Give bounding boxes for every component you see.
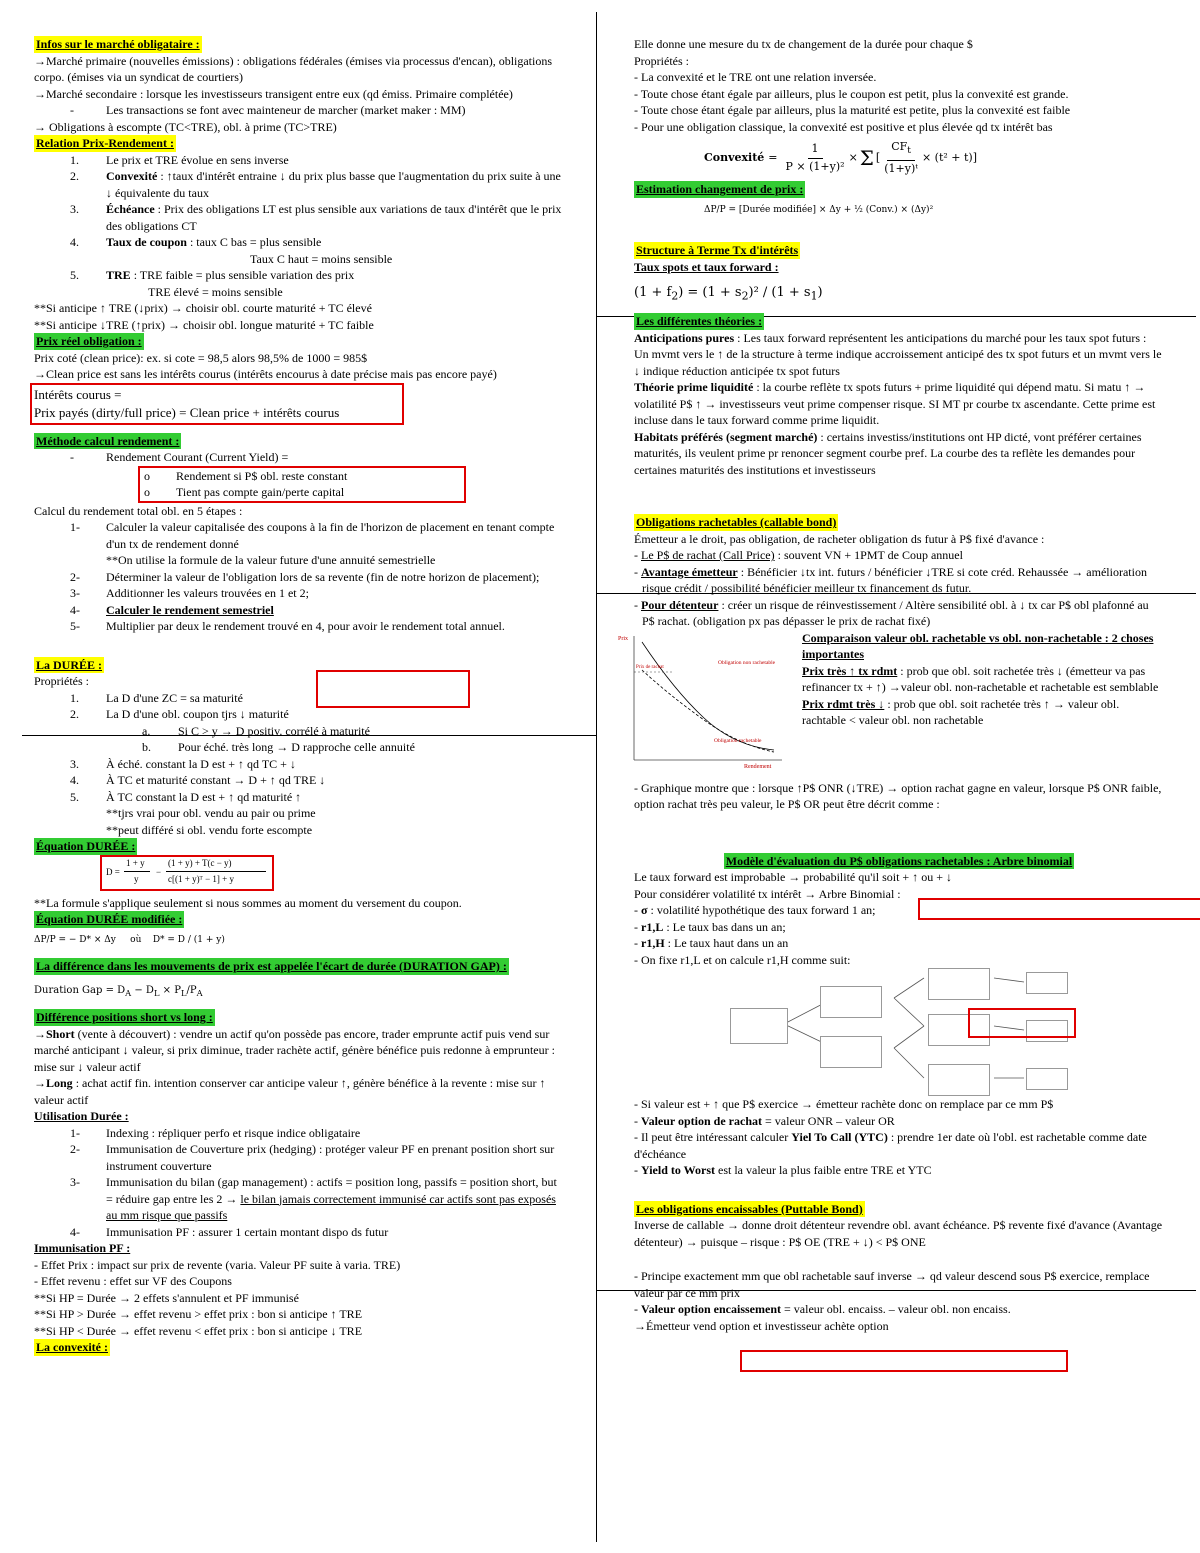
text-line: - r1,H : Le taux haut dans un an <box>634 936 789 951</box>
tree-node <box>1026 972 1068 994</box>
text-line: **tjrs vrai pour obl. vendu au pair ou prime <box>106 806 316 820</box>
red-box <box>918 898 1200 920</box>
text-line: - Graphique montre que : lorsque ↑P$ ONR (↓TRE) → option rachat gagne en valeur, lorsque P$ ONR faible, option rachat très peu valeur, le P$ OR peut être décrit comme : <box>634 780 1162 812</box>
text-line: Prix coté (clean price): ex. si cote = 98,5 alors 98,5% de 1000 = 985$ <box>34 350 368 365</box>
list-item: b. Pour éché. très long → D rapproche celle annuité <box>142 740 415 754</box>
list-item: 5. À TC constant la D est + ↑ qd maturité ↑ <box>70 789 302 804</box>
text-line: - Valeur option encaissement = valeur obl. encaiss. – valeur obl. non encaiss. <box>634 1302 1011 1317</box>
section-title: La DURÉE : <box>36 657 103 672</box>
text-line: - Le P$ de rachat (Call Price) : souvent VN + 1PMT de Coup annuel <box>634 548 963 563</box>
text-line: Émetteur a le droit, pas obligation, de racheter obligation ds futur à P$ fixé d'avance : <box>634 531 1045 546</box>
highlight-box <box>30 383 404 425</box>
section-title: Modèle d'évaluation du P$ obligations rachetables : Arbre binomial <box>725 853 1073 868</box>
text-line: - La convexité et le TRE ont une relation inversée. <box>634 70 877 84</box>
section-title: La différence dans les mouvements de prix est appelée l'écart de durée (DURATION GAP) : <box>36 959 507 973</box>
list-item: 3- Additionner les valeurs trouvées en 1 et 2; <box>70 586 309 600</box>
list-item: 2. Convexité : ↑taux d'intérêt entraine ↓ du prix plus basse que l'augmentation du prix suite à une ↓ équivalente du taux <box>70 169 561 200</box>
subsection-title: Comparaison valeur obl. rachetable vs obl. non-rachetable : 2 choses importantes <box>802 630 1154 662</box>
non-callable-curve <box>642 642 774 750</box>
section-title: Équation DURÉE modifiée : <box>36 912 183 926</box>
callable-bond-chart <box>614 630 784 770</box>
convexity-formula: Convexité = $\frac{1}{\text{P × (1+y)²}}$ × Σ [ $\frac{CF_t}{\text{(1+y)ᵗ}}$ × (t² + t)] <box>704 140 978 175</box>
subsection-title: Taux spots et taux forward : <box>634 259 779 274</box>
text-line: - Toute chose étant égale par ailleurs, plus la maturité est petite, plus la convexité est faible <box>634 103 1071 117</box>
text-line: Calcul du rendement total obl. en 5 étapes : <box>34 503 243 518</box>
x-axis-label: Rendement <box>744 763 772 770</box>
duration-gap-formula: Duration Gap = $D_A - D_L \times P_L/P_A$ <box>34 984 203 998</box>
section-title: Infos sur le marché obligataire : <box>36 37 200 51</box>
text-line: Anticipations pures : Les taux forward représentent les anticipations du marché pour les taux spot futurs : Un mvmt vers le ↑ de la structure à terme indique accroissement anticipé des tx spot futurs et un mvmt vers le ↓ indique réduction anticipée tx spot futurs <box>634 330 1162 378</box>
text-line: **Si HP > Durée → effet revenu > effet prix : bon si anticipe ↑ TRE <box>34 1307 363 1321</box>
section-title: Obligations rachetables (callable bond) <box>636 515 837 530</box>
non-callable-label: Obligation non rachetable <box>718 659 776 666</box>
list-item: 1. La D d'une ZC = sa maturité <box>70 690 243 705</box>
text-line: **peut différé si obl. vendu forte escompte <box>106 822 313 837</box>
text-line: o Rendement si P$ obl. reste constant <box>144 468 348 483</box>
list-item: a. Si C > y → D positiv. corrélé à maturité <box>142 723 370 738</box>
list-item: 3. Échéance : Prix des obligations LT est plus sensible aux variations de taux d'intérêt que le prix des obligations CT <box>70 202 562 233</box>
section-title: Différence positions short vs long : <box>36 1010 213 1024</box>
y-axis-label: Prix <box>618 635 629 642</box>
tree-node <box>928 1064 990 1096</box>
list-item: 3. À éché. constant la D est + ↑ qd TC + ↓ <box>70 756 296 771</box>
binomial-tree <box>634 968 1164 1096</box>
list-item: 4- Calculer le rendement semestriel <box>70 602 274 617</box>
text-line: - Il peut être intéressant calculer Yiel To Call (YTC) : prendre 1er date où l'obl. est rachetable comme date d'échéance <box>634 1130 1147 1161</box>
text-line: Théorie prime liquidité : la courbe reflète tx spots futurs + prime liquidité qui dépend matu. Si matu ↑ → volatilité P$ ↑ → investisseurs veut prime compenser risque. SI MT pr courbe tx ascendante. Cette prime est incluse dans le taux forward comme prime liquidit. <box>634 380 1156 428</box>
text-line: Prix rdmt très ↓ : prob que obl. soit rachetée très ↑ → valeur obl. rachtable < valeur obl. non rachetable <box>802 696 1120 728</box>
text-line: →Émetteur vend option et investisseur achète option <box>634 1318 889 1333</box>
text-line: - Si valeur est + ↑ que P$ exercice → émetteur rachète donc on remplace par ce mm P$ <box>634 1097 1054 1112</box>
text-line: Taux C haut = moins sensible <box>250 251 393 266</box>
text-line: Inverse de callable → donne droit détenteur revendre obl. avant échéance. P$ revente fixé d'avance (Avantage détenteur) → puisque – risque : P$ OE (TRE + ↓) < P$ ONE <box>634 1218 1163 1249</box>
text-line: - Rendement Courant (Current Yield) = <box>70 450 289 464</box>
text-line: Propriétés : <box>634 53 689 68</box>
callable-comparison <box>618 630 1164 780</box>
list-item: 5. TRE : TRE faible = plus sensible variation des prix <box>70 268 355 282</box>
text-line: - Valeur option de rachat = valeur ONR – valeur OR <box>634 1113 895 1128</box>
text-line: - On fixe r1,L et on calcule r1,H comme suit: <box>634 952 851 967</box>
left-column <box>34 36 564 1356</box>
list-item: 1- Indexing : répliquer perfo et risque indice obligataire <box>70 1125 361 1140</box>
text-line: - Principe exactement mm que obl rachetable sauf inverse → qd valeur descend sous P$ exercice, remplace valeur par ce mm prix <box>634 1269 1150 1300</box>
text-line: - Les transactions se font avec mainteneur de marcher (market maker : MM) <box>70 103 466 117</box>
text-line: Prix très ↑ tx rdmt : prob que obl. soit rachetée très ↓ (émetteur va pas refinancer tx + ↑) →valeur obl. non-rachetable et rachetable est semblable <box>802 663 1159 695</box>
text-line: → Obligations à escompte (TC<TRE), obl. à prime (TC>TRE) <box>34 119 337 134</box>
text-line: **Si HP < Durée → effet revenu < effet prix : bon si anticipe ↓ TRE <box>34 1323 363 1338</box>
text-line: - Avantage émetteur : Bénéficier ↓tx int. futurs / bénéficier ↓TRE si cote créd. Rehaussée → amélioration risque crédit / possibilité bénéficier meilleur tx financement ds futur. <box>634 564 1147 596</box>
list-item: 5- Multiplier par deux le rendement trouvé en 4, pour avoir le rendement total annuel. <box>70 619 505 633</box>
list-item: 1- Calculer la valeur capitalisée des coupons à la fin de l'horizon de placement en tenant compte d'un tx de rendement donné <box>70 520 555 551</box>
text-line: Propriétés : <box>34 674 89 688</box>
text-line: Pour considérer volatilité tx intérêt → Arbre Binomial : <box>634 886 901 901</box>
section-title: Utilisation Durée : <box>34 1109 129 1123</box>
tree-node <box>928 968 990 1000</box>
list-item: 2- Immunisation de Couverture prix (hedging) : protéger valeur PF en prenant position short sur instrument couverture <box>70 1142 555 1173</box>
right-column <box>618 36 1164 1334</box>
text-line: Le taux forward est improbable → probabilité qu'il soit + ↑ ou + ↓ <box>634 870 952 885</box>
red-box <box>740 1350 1068 1372</box>
section-title: Équation DURÉE : <box>36 839 136 853</box>
text-line: →Marché secondaire : lorsque les investisseurs transigent entre eux (qd émiss. Primaire complétée) <box>34 86 513 101</box>
duration-formula: D = 1 + y y − (1 + y) + T(c − y) c[(1 + y)ᵀ − 1] + y <box>100 855 274 891</box>
section-title: Relation Prix-Rendement : <box>36 136 174 150</box>
callable-label: Obligation rachetable <box>714 737 762 744</box>
section-title: Les différentes théories : <box>636 314 763 329</box>
price-change-formula: ΔP/P = [Durée modifiée] × Δy + ½ (Conv.) × (Δy)² <box>704 204 934 215</box>
text-line: - Pour une obligation classique, la convexité est positive et plus élevée qd tx intérêt bas <box>634 119 1053 134</box>
section-title: Structure à Terme Tx d'intérêts <box>636 243 799 258</box>
column-divider <box>596 12 597 1542</box>
text-line: Elle donne une mesure du tx de changement de la durée pour chaque $ <box>634 37 973 51</box>
text-line: - Toute chose étant égale par ailleurs, plus le coupon est petit, plus la convexité est grande. <box>634 86 1069 101</box>
call-price-label: Prix de rachat <box>636 664 664 670</box>
text-line: Prix payés (dirty/full price) = Clean price + intérêts courus <box>34 404 340 420</box>
forward-rate-formula: $(1 + f_2) = (1 + s_2)^2 / (1 + s_1)$ <box>634 285 823 303</box>
list-item: 3- Immunisation du bilan (gap management) : actifs = position long, passifs = position short, but = réduire gap entre les 2 → le bilan jamais correctement immunisé car actifs sont pas exposés au mm risque que passifs <box>70 1175 557 1222</box>
text-line: - σ : volatilité hypothétique des taux forward 1 an; <box>634 903 876 918</box>
modified-duration-formula: ΔP/P = − D* × Δy où D* = D / (1 + y) <box>34 934 225 945</box>
red-box <box>316 670 470 708</box>
list-item: 4. Taux de coupon : taux C bas = plus sensible <box>70 235 322 249</box>
text-line: - Effet Prix : impact sur prix de revente (varia. Valeur PF suite à varia. TRE) <box>34 1257 401 1272</box>
list-item: 4. À TC et maturité constant → D + ↑ qd TRE ↓ <box>70 773 326 787</box>
section-title: Prix réel obligation : <box>36 334 142 348</box>
text-line: Intérêts courus = <box>34 386 122 402</box>
text-line: →Marché primaire (nouvelles émissions) : obligations fédérales (émises via processus d'encan), obligations corpo. (émises via un syndicat de courtiers) <box>34 53 553 84</box>
text-line: →Long : achat actif fin. intention conserver car anticipe valeur ↑, génère bénéfice à la revente : mise sur ↑ valeur actif <box>34 1076 546 1107</box>
red-box <box>968 1008 1076 1038</box>
section-title: La convexité : <box>36 1340 108 1354</box>
text-line: Habitats préférés (segment marché) : certains investiss/institutions ont HP dicté, vont préférer certaines maturités, ils veulent prime pr renoncer segment courbe pref. La courbe des ta reflète les demandes pour certaines maturités des institutions et investisseurs <box>634 429 1142 477</box>
section-title: Méthode calcul rendement : <box>36 433 180 448</box>
text-line: **Si anticipe ↑ TRE (↓prix) → choisir obl. courte maturité + TC élevé <box>34 301 372 315</box>
list-item: 2- Déterminer la valeur de l'obligation lors de sa revente (fin de notre horizon de placement); <box>70 569 540 584</box>
text-line: **Si anticipe ↓TRE (↑prix) → choisir obl. longue maturité + TC faible <box>34 317 374 332</box>
highlight-box <box>138 466 466 503</box>
text-line: **La formule s'applique seulement si nous sommes au moment du versement du coupon. <box>34 895 462 910</box>
list-item: 1. Le prix et TRE évolue en sens inverse <box>70 152 289 167</box>
section-title: Les obligations encaissables (Puttable Bond) <box>636 1201 863 1216</box>
text-line: - Effet revenu : effet sur VF des Coupons <box>34 1274 232 1288</box>
tree-node <box>820 1036 882 1068</box>
tree-node <box>730 1008 788 1044</box>
tree-node <box>1026 1068 1068 1090</box>
text-line: **Si HP = Durée → 2 effets s'annulent et PF immunisé <box>34 1290 299 1305</box>
tree-node <box>820 986 882 1018</box>
text-line: - r1,L : Le taux bas dans un an; <box>634 919 786 934</box>
list-item: 4- Immunisation PF : assurer 1 certain montant dispo ds futur <box>70 1224 389 1239</box>
text-line: →Short (vente à découvert) : vendre un actif qu'on possède pas encore, trader emprunte actif puis vend sur marché anticipant ↓ valeur, si prix diminue, trader rachète actif, génère bénéfice puis redonne à emprunteur : mise sur ↓ valeur actif <box>34 1026 555 1074</box>
text-line: →Clean price est sans les intérêts courus (intérêts encourus à date précise mais pas encore payé) <box>34 367 497 381</box>
text-line: TRE élevé = moins sensible <box>148 284 283 299</box>
section-title: Immunisation PF : <box>34 1241 131 1255</box>
text-line: - Pour détenteur : créer un risque de réinvestissement / Altère sensibilité obl. à ↓ tx car P$ obl plafonné au P$ rachat. (obligation px pas dépasser le prix de rachat fixé) <box>634 597 1149 629</box>
list-item: 2. La D d'une obl. coupon tjrs ↓ maturité <box>70 707 289 721</box>
text-line: - Yield to Worst est la valeur la plus faible entre TRE et YTC <box>634 1163 932 1178</box>
section-title: Estimation changement de prix : <box>636 182 804 197</box>
text-line: **On utilise la formule de la valeur future d'une annuité semestrielle <box>106 553 436 567</box>
text-line: o Tient pas compte gain/perte capital <box>144 485 345 499</box>
